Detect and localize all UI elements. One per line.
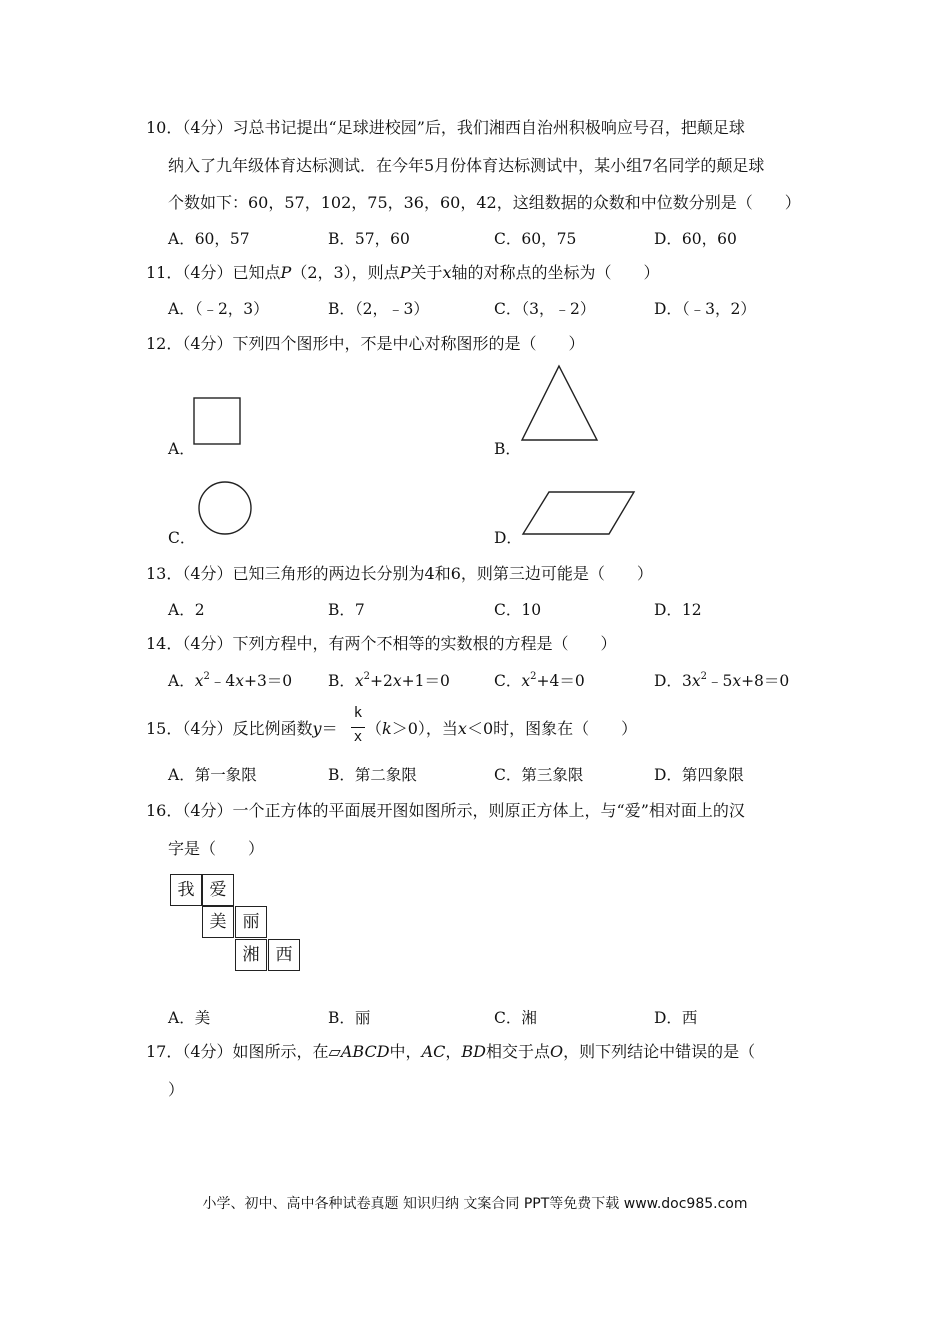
q12-figures xyxy=(0,0,950,560)
cube-face-xi: 西 xyxy=(268,939,300,971)
q13-option-b: B．7 xyxy=(328,601,365,619)
q15-option-a: A．第一象限 xyxy=(168,766,257,784)
q10-option-c: C．60，75 xyxy=(494,230,577,248)
q16-option-a: A．美 xyxy=(168,1009,211,1027)
q10-option-a: A．60，57 xyxy=(168,230,250,248)
q14-option-a: A．$x^2﹣4x+3=0$ xyxy=(168,671,293,690)
q10-option-d: D．60，60 xyxy=(654,230,737,248)
q10-option-b: B．57，60 xyxy=(328,230,410,248)
q10-line-1: 10．（4分）习总书记提出“足球进校园”后，我们湘西自治州积极响应号召，把颠足球 xyxy=(146,118,745,137)
q14-option-c: C．$x^2+4=0$ xyxy=(494,671,585,690)
cube-face-li: 丽 xyxy=(235,906,267,938)
q17-line-1: 17．（4分）如图所示，在▱ABCD中，AC，BD相交于点O，则下列结论中错误的是（ xyxy=(146,1042,756,1061)
q12-label-d: D． xyxy=(494,529,522,547)
q16-option-c: C．湘 xyxy=(494,1009,537,1027)
q13-stem: 13．（4分）已知三角形的两边长分别为4和6，则第三边可能是（ ） xyxy=(146,564,653,583)
q12-label-c: C． xyxy=(168,529,196,547)
q14-option-b: B．$x^2+2x+1=0$ xyxy=(328,671,450,690)
q11-option-c: C．（3，﹣2） xyxy=(494,300,596,318)
q11-option-a: A．（﹣2，3） xyxy=(168,300,269,318)
q15-stem-right: （k＞0），当x＜0时，图象在（ ） xyxy=(366,719,638,738)
circle-figure xyxy=(199,482,251,534)
q15-fraction-bar xyxy=(351,727,365,728)
q10-line-2: 纳入了九年级体育达标测试．在今年5月份体育达标测试中，某小组7名同学的颠足球 xyxy=(168,156,765,175)
q13-option-a: A．2 xyxy=(168,601,205,619)
q12-label-a: A． xyxy=(168,440,195,458)
q15-stem-left: 15．（4分）反比例函数y＝ xyxy=(146,719,338,738)
q12-stem: 12．（4分）下列四个图形中，不是中心对称图形的是（ ） xyxy=(146,334,585,353)
q11-option-b: B．（2，﹣3） xyxy=(328,300,429,318)
q15-option-b: B．第二象限 xyxy=(328,766,417,784)
parallelogram-figure xyxy=(523,492,634,534)
q17-line-2: ） xyxy=(168,1080,185,1099)
q10-line-3: 个数如下：60，57，102，75，36，60，42，这组数据的众数和中位数分别是（ ） xyxy=(168,193,801,212)
q11-stem: 11．（4分）已知点P（2，3），则点P关于x轴的对称点的坐标为（ ） xyxy=(146,263,660,282)
q13-option-c: C．10 xyxy=(494,601,542,619)
q16-option-b: B．丽 xyxy=(328,1009,371,1027)
cube-face-xiang: 湘 xyxy=(235,939,267,971)
q11-option-d: D．（﹣3，2） xyxy=(654,300,756,318)
q14-option-d: D．$3x^2﹣5x+8=0$ xyxy=(654,671,790,690)
cube-face-ai: 爱 xyxy=(202,874,234,906)
q15-fraction-denominator: x xyxy=(353,729,363,745)
cube-face-mei: 美 xyxy=(202,906,234,938)
square-figure xyxy=(194,398,240,444)
page-footer xyxy=(0,1193,950,1213)
q16-line-1: 16．（4分）一个正方体的平面展开图如图所示，则原正方体上，与“爱”相对面上的汉 xyxy=(146,801,745,820)
cube-face-wo: 我 xyxy=(170,874,202,906)
triangle-figure xyxy=(522,366,597,440)
q13-option-d: D．12 xyxy=(654,601,702,619)
footer-url[interactable]: www.doc985.com xyxy=(623,1196,748,1212)
footer-text: 小学、初中、高中各种试卷真题 知识归纳 文案合同 PPT等免费下载 xyxy=(202,1196,620,1212)
q16-option-d: D．西 xyxy=(654,1009,698,1027)
q12-label-b: B． xyxy=(494,440,521,458)
q16-line-2: 字是（ ） xyxy=(168,839,265,858)
q15-fraction-numerator: k xyxy=(353,705,363,721)
q15-option-d: D．第四象限 xyxy=(654,766,744,784)
q14-stem: 14．（4分）下列方程中，有两个不相等的实数根的方程是（ ） xyxy=(146,634,617,653)
q15-option-c: C．第三象限 xyxy=(494,766,584,784)
